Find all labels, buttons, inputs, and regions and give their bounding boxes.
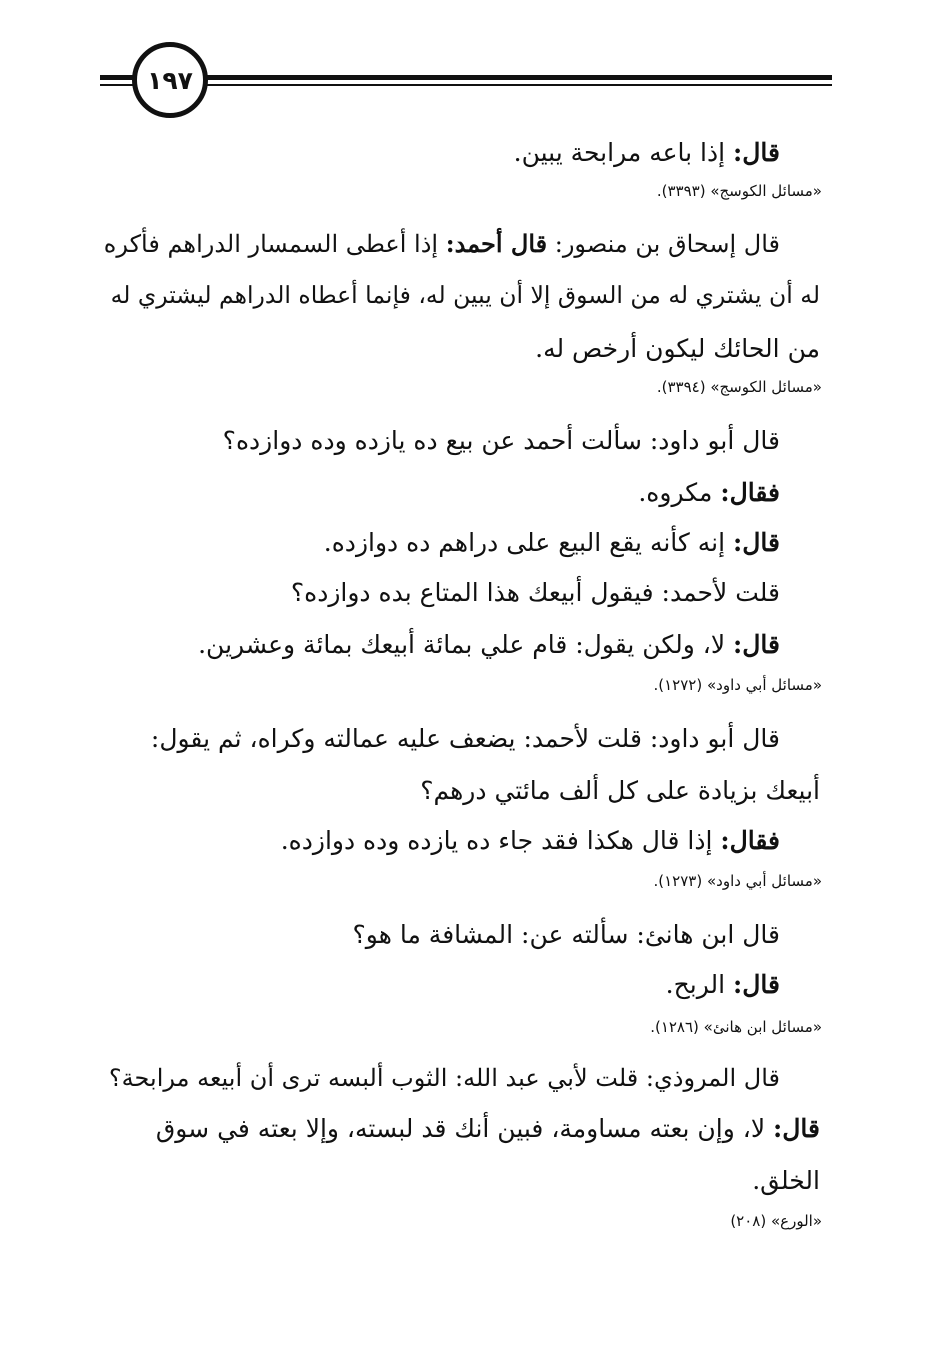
speaker-label: فقال:: [720, 478, 780, 507]
header-rule-thin: [100, 84, 832, 86]
citation: «مسائل الكوسج» (٣٣٩٣).: [656, 182, 822, 200]
page-number: ١٩٧: [147, 65, 193, 95]
line-text: إذا قال هكذا فقد جاء ده يازده وده دوازده.: [280, 826, 721, 855]
text-line: [324, 530, 780, 555]
speaker-label: قال:: [773, 1114, 820, 1143]
speaker-label: قال:: [733, 138, 780, 167]
speaker-label: قال:: [733, 528, 780, 557]
text-line: [638, 480, 780, 505]
text-line: قال ابن هانئ: سألته عن: المشافة ما هو؟: [352, 920, 780, 949]
speaker-label: قال:: [733, 630, 780, 659]
text-line: أبيعك بزيادة على كل ألف مائتي درهم؟: [420, 776, 820, 805]
line-text: إنه كأنه يقع البيع على دراهم ده دوازده.: [323, 528, 734, 557]
speaker-label: فقال:: [720, 826, 780, 855]
text-line: له أن يشتري له من السوق إلا أن يبين له، فإنما أعطاه الدراهم ليشتري له: [110, 281, 820, 309]
line-text: لا، وإن بعته مساومة، فبين أنك قد لبسته، وإلا بعته في سوق: [155, 1114, 774, 1143]
citation: «مسائل أبي داود» (١٢٧٢).: [653, 676, 822, 694]
text-line: قال المروذي: قلت لأبي عبد الله: الثوب ألبسه ترى أن أبيعه مرابحة؟: [108, 1064, 780, 1092]
text-line: الخلق.: [752, 1166, 820, 1195]
line-text: إذا أعطى السمسار الدراهم فأكره: [103, 230, 446, 258]
header-rule-thick: [100, 75, 832, 80]
line-text: الربح.: [665, 970, 734, 999]
speaker-label: قال أحمد:: [445, 229, 548, 258]
line-text: قال إسحاق بن منصور:: [547, 230, 780, 258]
text-line: قال أبو داود: قلت لأحمد: يضعف عليه عمالته وكراه، ثم يقول:: [150, 724, 780, 753]
text-line: من الحائك ليكون أرخص له.: [535, 334, 820, 363]
text-line: [198, 632, 780, 657]
line-text: إذا باعه مرابحة يبين.: [513, 138, 734, 167]
page-number-oval: [132, 42, 208, 118]
citation: «مسائل أبي داود» (١٢٧٣).: [653, 872, 822, 890]
citation: «مسائل الكوسج» (٣٣٩٤).: [656, 378, 822, 396]
text-line: [156, 1116, 820, 1141]
text-line: [281, 828, 780, 853]
text-line: قال أبو داود: سألت أحمد عن بيع ده يازده وده دوازده؟: [222, 426, 780, 455]
text-line: [103, 229, 780, 258]
text-line: قلت لأحمد: فيقول أبيعك هذا المتاع بده دوازده؟: [290, 578, 780, 607]
text-line: [666, 972, 780, 997]
line-text: مكروه.: [638, 478, 721, 507]
text-line: [514, 140, 780, 165]
line-text: لا، ولكن يقول: قام علي بمائة أبيعك بمائة وعشرين.: [198, 630, 734, 659]
citation: «الورع» (٢٠٨): [730, 1212, 822, 1230]
citation: «مسائل ابن هانئ» (١٢٨٦).: [650, 1018, 822, 1036]
speaker-label: قال:: [733, 970, 780, 999]
